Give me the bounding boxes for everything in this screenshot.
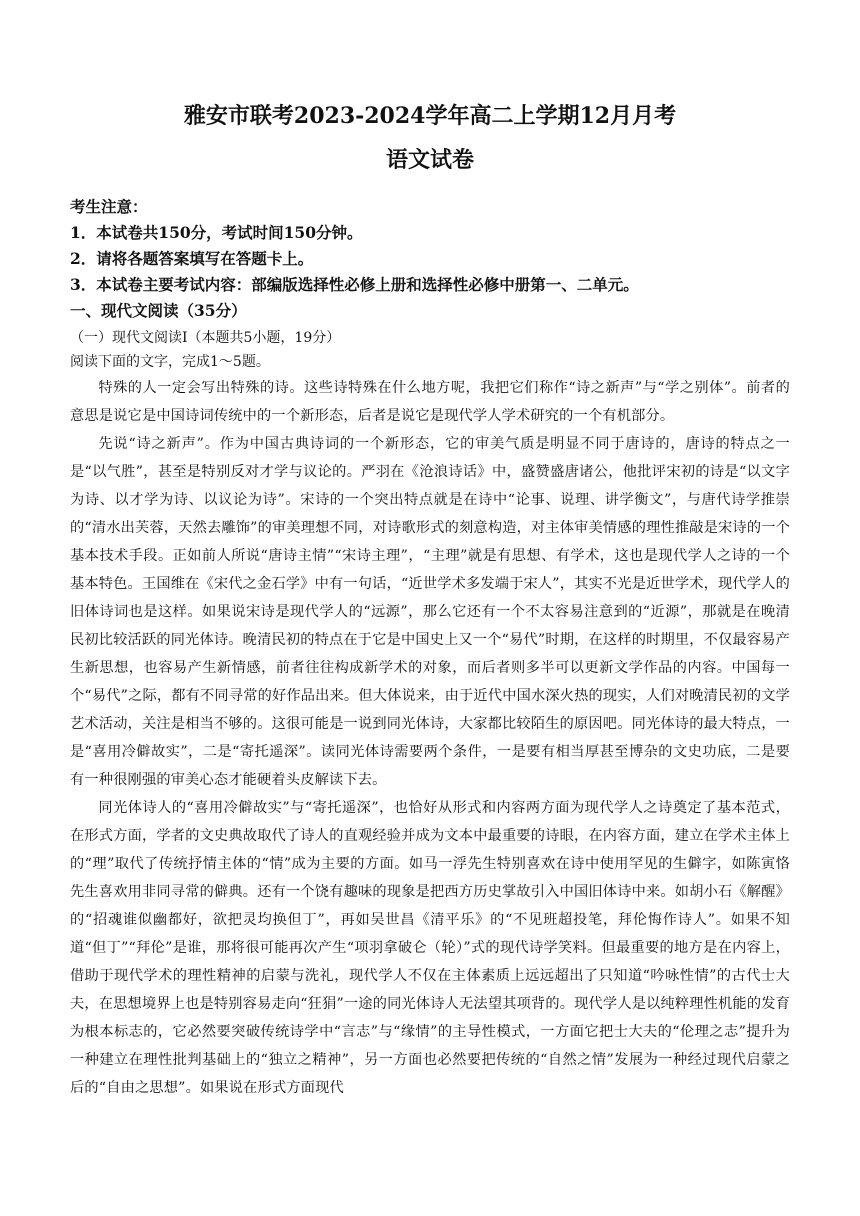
exam-page <box>70 100 790 1102</box>
reading-instruction: 阅读下面的文字，完成1～5题。 <box>70 354 270 370</box>
exam-subtitle: 语文试卷 <box>385 147 474 173</box>
section-title: 一、现代文阅读（35分） <box>70 301 247 320</box>
notice-item: 3．本试卷主要考试内容：部编版选择性必修上册和选择性必修中册第一、二单元。 <box>70 275 639 294</box>
reading-paragraph: 先说“诗之新声”。作为中国古典诗词的一个新形态，它的审美气质是明显不同于唐诗的，唐诗的特点之一是“以气胜”，甚至是特别反对才学与议论的。严羽在《沧浪诗话》中，盛赞盛唐诸公，他批评宋初的诗是“以文字为诗、以才学为诗、以议论为诗”。宋诗的一个突出特点就是在诗中“论事、说理、讲学衡文”，与唐代诗学推崇的“清水出芙蓉，天然去雕饰”的审美理想不同，对诗歌形式的刻意构造，对主体审美情感的理性推敲是宋诗的一个基本技术手段。正如前人所说“唐诗主情”“宋诗主理”，“主理”就是有思想、有学术，这也是现代学人之诗的一个基本特色。王国维在《宋代之金石学》中有一句话，“近世学术多发端于宋人”，其实不光是近世学术，现代学人的旧体诗词也是这样。如果说宋诗是现代学人的“远源”，那么它还有一个不太容易注意到的“近源”，那就是在晚清民初比较活跃的同光体诗。晚清民初的特点在于它是中国史上又一个“易代”时期，在这样的时期里，不仅最容易产生新思想，也容易产生新情感，前者往往构成新学术的对象，而后者则多半可以更新文学作品的内容。中国每一个“易代”之际，都有不同寻常的好作品出来。但大体说来，由于近代中国水深火热的现实，人们对晚清民初的文学艺术活动，关注是相当不够的。这很可能是一说到同光体诗，大家都比较陌生的原因吧。同光体诗的最大特点，一是“喜用冷僻故实”，二是“寄托遥深”。读同光体诗需要两个条件，一是要有相当厚甚至博杂的文史功底，二是要有一种很刚强的审美心态才能硬着头皮解读下去。 <box>70 436 790 788</box>
subsection-title: （一）现代文阅读Ⅰ（本题共5小题，19分） <box>70 330 341 346</box>
reading-paragraph: 同光体诗人的“喜用冷僻故实”与“寄托遥深”，也恰好从形式和内容两方面为现代学人之诗奠定了基本范式，在形式方面，学者的文史典故取代了诗人的直观经验并成为文本中最重要的诗眼，在内容方面，建立在学术主体上的“理”取代了传统抒情主体的“情”成为主要的方面。如马一浮先生特别喜欢在诗中使用罕见的生僻字，如陈寅恪先生喜欢用非同寻常的僻典。还有一个饶有趣味的现象是把西方历史掌故引入中国旧体诗中来。如胡小石《解醒》的“招魂谁似幽都好，欲把灵均换但丁”，再如吴世昌《清平乐》的“不见班超投笔，拜伦悔作诗人”。如果不知道“但丁”“拜伦”是谁，那将很可能再次产生“项羽拿破仑（轮）”式的现代诗学笑料。但最重要的地方是在内容上，借助于现代学术的理性精神的启蒙与洗礼，现代学人不仅在主体素质上远远超出了只知道“吟咏性情”的古代士大夫，在思想境界上也是特别容易走向“狂狷”一途的同光体诗人无法望其项背的。现代学人是以纯粹理性机能的发育为根本标志的，它必然要突破传统诗学中“言志”与“缘情”的主导性模式，一方面它把士大夫的“伦理之志”提升为一种建立在理性批判基础上的“独立之精神”，另一方面也必然要把传统的“自然之情”发展为一种经过现代启蒙之后的“自由之思想”。如果说在形式方面现代 <box>70 800 790 1096</box>
notice-item: 2．请将各题答案填写在答题卡上。 <box>70 249 314 268</box>
notice-title: 考生注意： <box>70 197 148 216</box>
notice-item: 1．本试卷共150分，考试时间150分钟。 <box>70 223 363 242</box>
exam-title: 雅安市联考2023-2024学年高二上学期12月月考 <box>183 103 677 129</box>
reading-paragraph: 特殊的人一定会写出特殊的诗。这些诗特殊在什么地方呢，我把它们称作“诗之新声”与“学之别体”。前者的意思是说它是中国诗词传统中的一个新形态，后者是说它是现代学人学术研究的一个有机部分。 <box>70 380 790 424</box>
